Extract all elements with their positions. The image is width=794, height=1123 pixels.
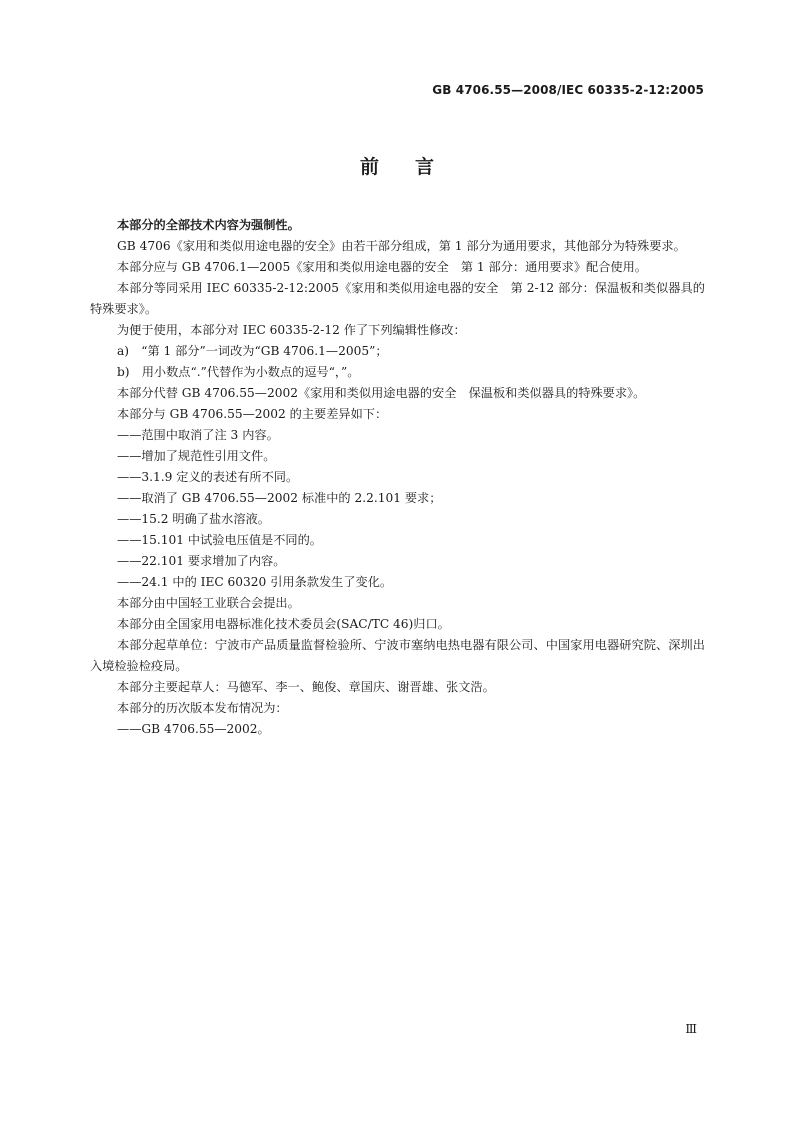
difference-item: ——3.1.9 定义的表述有所不同。 — [117, 470, 299, 484]
difference-item: ——取消了 GB 4706.55—2002 标准中的 2.2.101 要求； — [117, 491, 442, 505]
differences-intro: 本部分与 GB 4706.55—2002 的主要差异如下： — [117, 407, 388, 421]
foreword-body — [90, 215, 705, 740]
used-with-paragraph: 本部分应与 GB 4706.1—2005《家用和类似用途电器的安全 第 1 部分：通用要求》配合使用。 — [117, 260, 647, 274]
mandatory-statement: 本部分的全部技术内容为强制性。 — [117, 218, 300, 232]
difference-item: ——15.2 明确了盐水溶液。 — [117, 512, 270, 526]
history-intro: 本部分的历次版本发布情况为： — [117, 701, 288, 715]
series-paragraph: GB 4706《家用和类似用途电器的安全》由若干部分组成，第 1 部分为通用要求，其他部分为特殊要求。 — [117, 239, 686, 253]
difference-item: ——22.101 要求增加了内容。 — [117, 554, 286, 568]
managed-paragraph: 本部分由全国家用电器标准化技术委员会(SAC/TC 46)归口。 — [117, 617, 450, 631]
page-number: Ⅲ — [685, 1022, 697, 1036]
difference-item: ——增加了规范性引用文件。 — [117, 449, 276, 463]
proposed-paragraph: 本部分由中国轻工业联合会提出。 — [117, 596, 300, 610]
replaces-paragraph: 本部分代替 GB 4706.55—2002《家用和类似用途电器的安全 保温板和类似器具的特殊要求》。 — [117, 386, 646, 400]
page-title: 前言 — [359, 156, 470, 178]
standard-code: GB 4706.55—2008/IEC 60335-2-12:2005 — [432, 83, 704, 97]
history-item: ——GB 4706.55—2002。 — [117, 722, 270, 736]
drafters-paragraph: 本部分主要起草人：马德军、李一、鲍俊、章国庆、谢晋雄、张文浩。 — [117, 680, 495, 694]
editorial-item-a: a) “第 1 部分”一词改为“GB 4706.1—2005”； — [117, 344, 388, 358]
difference-item: ——15.101 中试验电压值是不同的。 — [117, 533, 322, 547]
editorial-intro: 为便于使用，本部分对 IEC 60335-2-12 作了下列编辑性修改： — [117, 323, 466, 337]
difference-item: ——范围中取消了注 3 内容。 — [117, 428, 279, 442]
difference-item: ——24.1 中的 IEC 60320 引用条款发生了变化。 — [117, 575, 393, 589]
editorial-item-b: b) 用小数点“.”代替作为小数点的逗号“，”。 — [117, 365, 360, 379]
drafting-units-paragraph: 本部分起草单位：宁波市产品质量监督检验所、宁波市塞纳电热电器有限公司、中国家用电器研究院、深圳出入境检验检疫局。 — [90, 638, 705, 673]
equivalent-paragraph: 本部分等同采用 IEC 60335-2-12:2005《家用和类似用途电器的安全 第 2-12 部分：保温板和类似器具的特殊要求》。 — [90, 281, 705, 316]
